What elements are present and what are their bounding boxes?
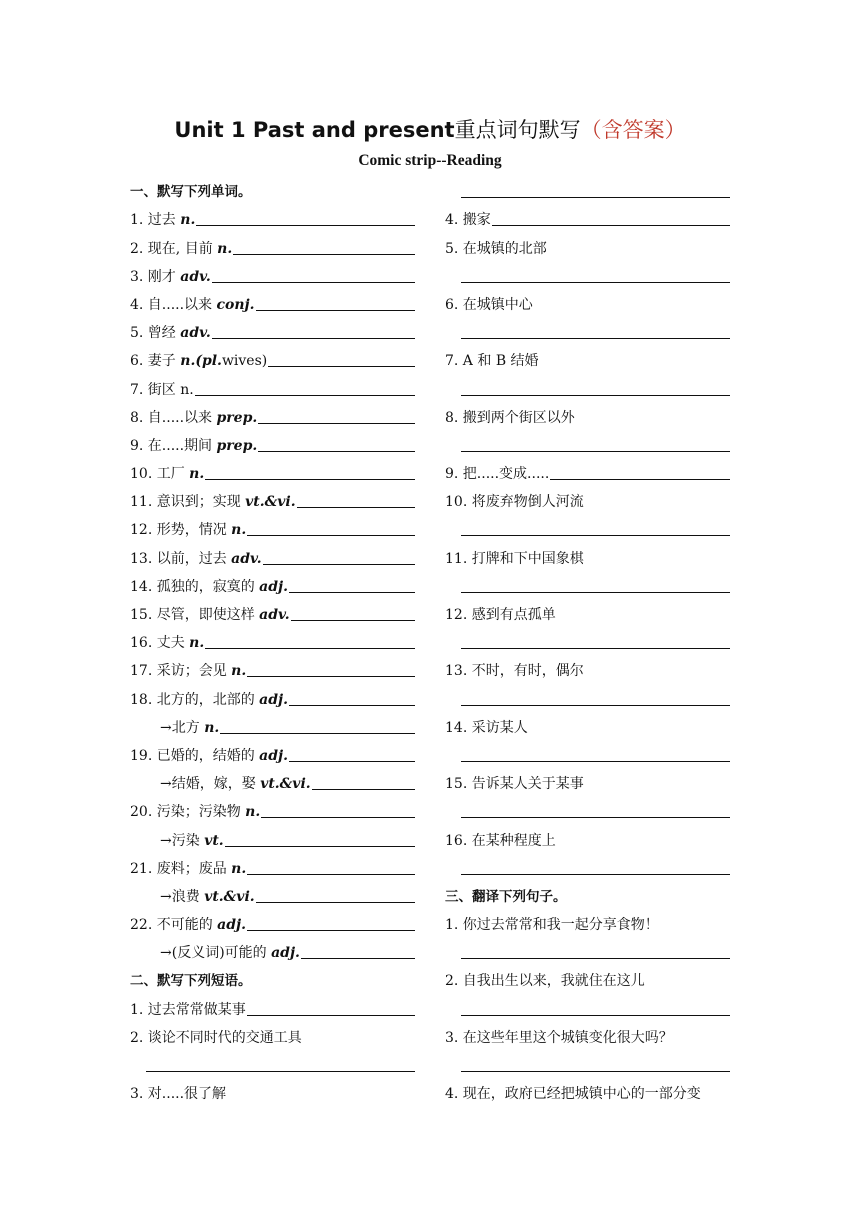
answer-blank[interactable]	[268, 366, 415, 367]
exercise-item	[130, 373, 415, 401]
part-of-speech: n.	[180, 212, 196, 229]
part-of-speech: n.	[204, 719, 220, 736]
item-text: 6. 在城镇中心	[445, 296, 533, 313]
item-prompt	[130, 776, 311, 796]
item-prompt	[130, 551, 262, 571]
exercise-item	[445, 402, 730, 430]
item-text: 16. 在某种程度上	[445, 832, 556, 849]
item-text: 10. 将废弃物倒人河流	[445, 494, 584, 511]
item-prompt	[445, 466, 549, 486]
exercise-item	[130, 853, 415, 881]
answer-line-row	[130, 1050, 415, 1078]
item-text: 10. 工厂	[130, 466, 190, 483]
item-tail: wives)	[221, 353, 268, 370]
answer-blank[interactable]	[461, 761, 730, 762]
exercise-item	[130, 345, 415, 373]
exercise-item	[130, 599, 415, 627]
answer-blank[interactable]	[492, 225, 730, 226]
answer-blank[interactable]	[550, 479, 730, 480]
part-of-speech: n.	[245, 804, 261, 821]
exercise-item	[130, 909, 415, 937]
item-prompt	[130, 748, 288, 768]
item-text: 1. 过去	[130, 212, 181, 229]
part-of-speech: vt.&vi.	[245, 494, 296, 511]
exercise-item	[130, 261, 415, 289]
exercise-item	[445, 1078, 730, 1106]
answer-blank[interactable]	[258, 423, 415, 424]
item-text: 一、默写下列单词。	[130, 184, 252, 201]
item-text: 14. 采访某人	[445, 719, 528, 736]
exercise-item	[445, 599, 730, 627]
answer-blank[interactable]	[301, 958, 415, 959]
answer-line-row	[445, 571, 730, 599]
exercise-item	[130, 571, 415, 599]
item-prompt	[130, 1086, 226, 1106]
section-heading-text	[130, 973, 252, 993]
exercise-item	[130, 993, 415, 1021]
exercise-item	[130, 937, 415, 965]
item-text: →浪费	[160, 888, 205, 905]
title-answers-note: （含答案）	[580, 118, 686, 142]
answer-blank[interactable]	[261, 817, 415, 818]
answer-blank[interactable]	[291, 620, 415, 621]
exercise-item	[130, 796, 415, 824]
part-of-speech: conj.	[216, 296, 255, 313]
exercise-item	[445, 824, 730, 852]
section-heading-text	[130, 184, 252, 204]
section-heading-text	[445, 889, 567, 909]
part-of-speech: vt.&vi.	[260, 776, 311, 793]
item-prompt	[130, 382, 194, 402]
item-text: 二、默写下列短语。	[130, 973, 252, 990]
answer-line-row	[445, 373, 730, 401]
item-text: 18. 北方的，北部的	[130, 691, 260, 708]
answer-blank[interactable]	[461, 338, 730, 339]
answer-blank[interactable]	[220, 733, 415, 734]
part-of-speech: n.	[217, 240, 233, 257]
answer-line-row	[445, 627, 730, 655]
answer-line-row	[445, 176, 730, 204]
item-text: 17. 采访；会见	[130, 663, 232, 680]
part-of-speech: prep.	[216, 409, 258, 426]
title-english: Unit 1 Past and present	[174, 118, 455, 142]
item-text: →北方	[160, 719, 205, 736]
exercise-item	[130, 655, 415, 683]
exercise-item	[445, 289, 730, 317]
item-prompt	[130, 212, 195, 232]
item-text: 4. 搬家	[445, 212, 491, 229]
exercise-item	[445, 542, 730, 570]
item-text: 13. 以前，过去	[130, 550, 232, 567]
part-of-speech: adj.	[217, 917, 246, 934]
part-of-speech: adv.	[180, 325, 211, 342]
title-chinese: 重点词句默写	[454, 118, 581, 142]
answer-blank[interactable]	[205, 479, 415, 480]
exercise-item	[130, 881, 415, 909]
item-prompt	[445, 494, 584, 514]
answer-blank[interactable]	[461, 958, 730, 959]
item-prompt	[130, 635, 204, 655]
item-text: 12. 感到有点孤单	[445, 607, 556, 623]
item-text: 2. 现在, 目前	[130, 240, 218, 257]
answer-line-row	[445, 261, 730, 289]
exercise-item	[130, 458, 415, 486]
answer-blank[interactable]	[461, 1015, 730, 1016]
answer-blank[interactable]	[247, 874, 415, 875]
part-of-speech: adv.	[231, 550, 262, 567]
part-of-speech: n.	[189, 466, 205, 483]
answer-line-row	[445, 683, 730, 711]
part-of-speech: adj.	[259, 747, 288, 764]
answer-blank[interactable]	[225, 846, 415, 847]
answer-line-row	[445, 514, 730, 542]
part-of-speech: adj.	[259, 578, 288, 595]
exercise-item	[130, 683, 415, 711]
item-prompt	[130, 663, 246, 683]
answer-line-row	[445, 430, 730, 458]
item-prompt	[445, 353, 539, 373]
answer-blank[interactable]	[205, 648, 415, 649]
part-of-speech: prep.	[216, 437, 258, 454]
part-of-speech: n.	[231, 522, 247, 539]
section-heading	[130, 965, 415, 993]
answer-line-row	[445, 317, 730, 345]
item-text: 11. 意识到；实现	[130, 494, 246, 511]
exercise-item	[130, 514, 415, 542]
answer-blank[interactable]	[263, 564, 415, 565]
answer-blank[interactable]	[196, 225, 415, 226]
item-text: →结婚，嫁，娶	[160, 776, 261, 793]
exercise-item	[445, 1022, 730, 1050]
part-of-speech: vt.&vi.	[204, 888, 255, 905]
item-text: →污染	[160, 832, 205, 849]
answer-blank[interactable]	[461, 395, 730, 396]
exercise-item	[130, 740, 415, 768]
part-of-speech: n.	[231, 860, 247, 877]
item-text: 22. 不可能的	[130, 917, 218, 934]
item-text: 6. 妻子	[130, 353, 181, 370]
answer-blank[interactable]	[461, 451, 730, 452]
item-text: 8. 自.....以来	[130, 409, 217, 426]
answer-blank[interactable]	[212, 338, 415, 339]
item-text: 2. 自我出生以来，我就住在这儿	[445, 973, 645, 990]
exercise-item	[445, 909, 730, 937]
item-text: 15. 告诉某人关于某事	[445, 776, 584, 793]
item-prompt	[445, 297, 533, 317]
answer-line-row	[445, 1050, 730, 1078]
item-prompt	[130, 804, 260, 824]
exercise-item	[130, 289, 415, 317]
page-subtitle: Comic strip--Reading	[358, 152, 502, 169]
exercise-item	[130, 824, 415, 852]
item-prompt	[130, 241, 232, 261]
item-prompt	[130, 607, 290, 627]
exercise-item	[445, 204, 730, 232]
page-title	[0, 114, 860, 144]
answer-blank[interactable]	[256, 902, 415, 903]
answer-line-row	[445, 853, 730, 881]
item-text: 16. 丈夫	[130, 635, 190, 652]
exercise-item	[130, 1022, 415, 1050]
item-prompt	[445, 720, 528, 740]
exercise-item	[130, 542, 415, 570]
item-text: 9. 在.....期间	[130, 437, 217, 454]
item-prompt	[130, 269, 211, 289]
item-text: 5. 在城镇的北部	[445, 240, 547, 257]
item-text: 11. 打牌和下中国象棋	[445, 550, 584, 567]
exercise-item	[445, 965, 730, 993]
item-prompt	[445, 973, 645, 993]
answer-line-row	[445, 740, 730, 768]
item-text: 13. 不时，有时，偶尔	[445, 663, 584, 680]
item-prompt	[445, 917, 659, 937]
exercise-item	[130, 317, 415, 345]
item-text: 19. 已婚的，结婚的	[130, 747, 260, 764]
part-of-speech: n.	[189, 635, 205, 652]
item-prompt	[445, 551, 584, 571]
exercise-item	[130, 402, 415, 430]
item-text: 15. 尽管，即使这样	[130, 607, 260, 623]
item-prompt	[130, 861, 246, 881]
item-prompt	[445, 212, 491, 232]
exercise-item	[445, 345, 730, 373]
item-text: 7. 街区 n.	[130, 381, 194, 398]
answer-blank[interactable]	[258, 451, 415, 452]
exercise-item	[445, 712, 730, 740]
item-prompt	[130, 720, 219, 740]
item-text: 1. 你过去常常和我一起分享食物！	[445, 917, 659, 934]
exercise-item	[445, 458, 730, 486]
item-text: 4. 现在，政府已经把城镇中心的一部分变	[445, 1086, 701, 1103]
part-of-speech: n.(pl.	[180, 353, 222, 370]
answer-blank[interactable]	[461, 648, 730, 649]
item-text: 8. 搬到两个街区以外	[445, 409, 575, 426]
answer-blank[interactable]	[212, 282, 415, 283]
item-prompt	[130, 579, 288, 599]
item-prompt	[445, 607, 556, 627]
item-text: 14. 孤独的，寂寞的	[130, 578, 260, 595]
item-prompt	[130, 325, 211, 345]
item-text: 12. 形势，情况	[130, 522, 232, 539]
item-prompt	[130, 410, 257, 430]
item-text: 2. 谈论不同时代的交通工具	[130, 1029, 302, 1046]
part-of-speech: vt.	[204, 832, 224, 849]
answer-blank[interactable]	[233, 254, 415, 255]
answer-blank[interactable]	[256, 310, 416, 311]
answer-blank[interactable]	[146, 1071, 415, 1072]
exercise-item	[130, 232, 415, 260]
answer-blank[interactable]	[461, 705, 730, 706]
exercise-item	[445, 655, 730, 683]
answer-blank[interactable]	[461, 535, 730, 536]
item-text: 3. 刚才	[130, 268, 181, 285]
answer-line-row	[445, 993, 730, 1021]
answer-line-row	[445, 796, 730, 824]
answer-blank[interactable]	[247, 930, 415, 931]
item-prompt	[130, 353, 267, 373]
item-text: 7. A 和 B 结婚	[445, 353, 539, 370]
exercise-item	[445, 232, 730, 260]
exercise-item	[445, 768, 730, 796]
section-heading	[130, 176, 415, 204]
item-prompt	[445, 833, 556, 853]
answer-blank[interactable]	[461, 282, 730, 283]
answer-blank[interactable]	[461, 874, 730, 875]
item-prompt	[130, 692, 288, 712]
item-prompt	[130, 522, 246, 542]
item-prompt	[130, 889, 255, 909]
item-prompt	[130, 297, 255, 317]
answer-blank[interactable]	[461, 592, 730, 593]
exercise-item	[130, 1078, 415, 1106]
answer-blank[interactable]	[195, 395, 415, 396]
item-text: 21. 废料；废品	[130, 860, 232, 877]
item-prompt	[445, 663, 584, 683]
item-prompt	[130, 1002, 246, 1022]
part-of-speech: adv.	[259, 607, 290, 623]
item-prompt	[130, 833, 224, 853]
left-column	[130, 176, 415, 1106]
exercise-item	[445, 486, 730, 514]
part-of-speech: adj.	[271, 945, 300, 962]
section-heading	[445, 881, 730, 909]
part-of-speech: adv.	[180, 268, 211, 285]
item-text: 5. 曾经	[130, 325, 181, 342]
answer-blank[interactable]	[297, 507, 415, 508]
item-text: 9. 把.....变成.....	[445, 466, 550, 483]
item-prompt	[130, 494, 296, 514]
exercise-item	[130, 712, 415, 740]
item-prompt	[130, 1030, 302, 1050]
answer-blank[interactable]	[289, 705, 415, 706]
answer-blank[interactable]	[247, 1015, 415, 1016]
answer-blank[interactable]	[247, 676, 415, 677]
item-prompt	[445, 776, 584, 796]
item-text: 3. 对.....很了解	[130, 1086, 227, 1103]
answer-blank[interactable]	[461, 197, 730, 198]
item-prompt	[445, 1030, 673, 1050]
answer-blank[interactable]	[289, 761, 415, 762]
exercise-item	[130, 204, 415, 232]
exercise-item	[130, 768, 415, 796]
answer-blank[interactable]	[247, 535, 415, 536]
part-of-speech: adj.	[259, 691, 288, 708]
item-prompt	[130, 438, 257, 458]
item-text: 1. 过去常常做某事	[130, 1001, 246, 1018]
answer-blank[interactable]	[289, 592, 415, 593]
item-prompt	[130, 945, 300, 965]
exercise-item	[130, 627, 415, 655]
item-prompt	[130, 917, 246, 937]
item-text: →(反义词)可能的	[160, 945, 272, 962]
item-prompt	[130, 466, 204, 486]
answer-blank[interactable]	[461, 817, 730, 818]
item-text: 4. 自.....以来	[130, 296, 217, 313]
item-prompt	[445, 241, 547, 261]
answer-blank[interactable]	[312, 789, 415, 790]
item-text: 20. 污染；污染物	[130, 804, 246, 821]
answer-line-row	[445, 937, 730, 965]
exercise-item	[130, 486, 415, 514]
answer-blank[interactable]	[461, 1071, 730, 1072]
item-prompt	[445, 1086, 701, 1106]
item-text: 三、翻译下列句子。	[445, 888, 567, 905]
item-prompt	[445, 410, 575, 430]
item-text: 3. 在这些年里这个城镇变化很大吗？	[445, 1029, 673, 1046]
exercise-item	[130, 430, 415, 458]
part-of-speech: n.	[231, 663, 247, 680]
right-column	[445, 176, 730, 1106]
